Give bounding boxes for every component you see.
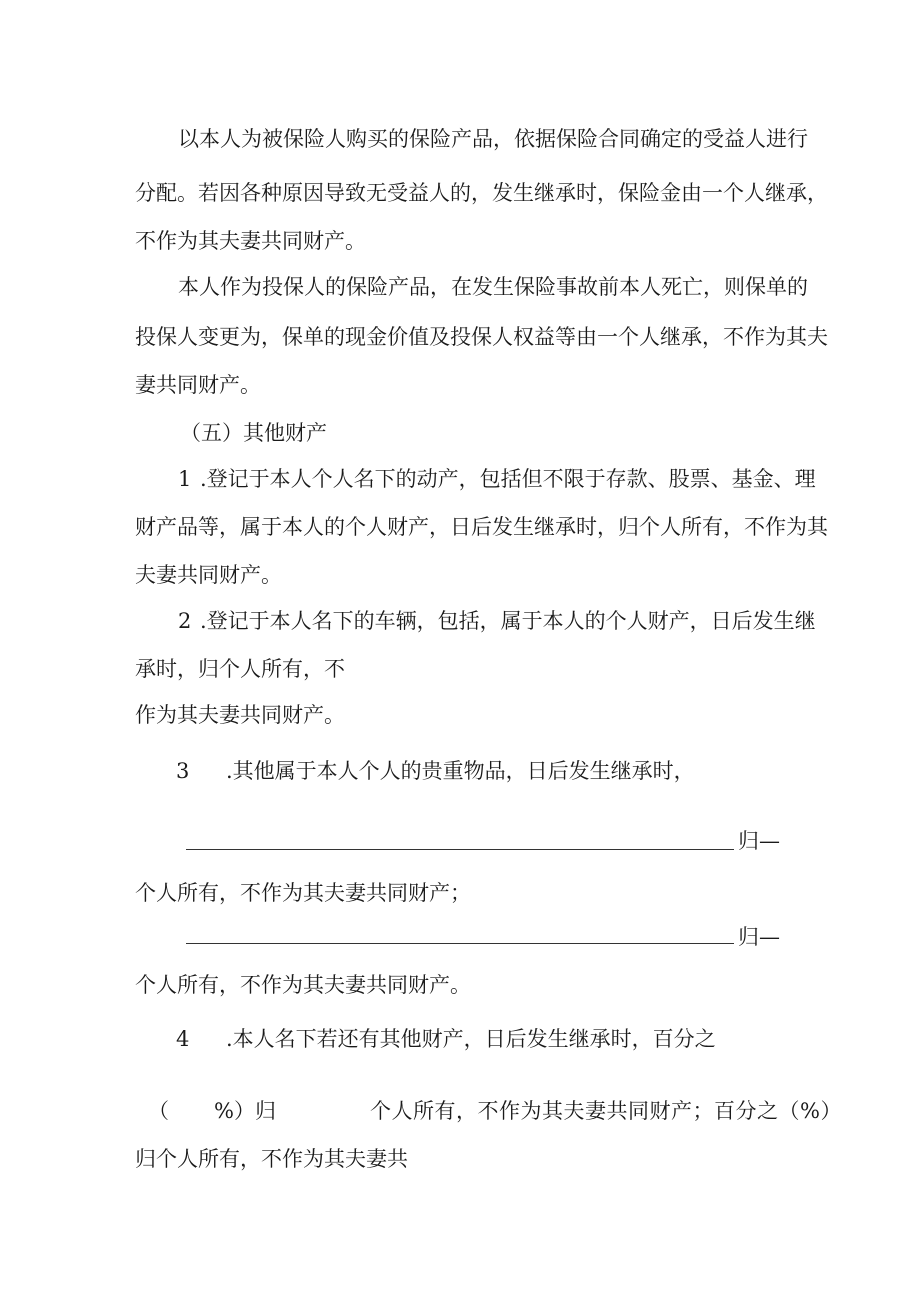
section-heading: （五）其他财产 — [180, 421, 327, 445]
item-2-line-1: .登记于本人名下的车辆，包括，属于本人的个人财产，日后发生继 — [200, 609, 816, 633]
item-3-blank-2 — [186, 943, 734, 944]
insurance-insured-line-2: 分配。若因各种原因导致无受益人的，发生继承时，保险金由一个人继承， — [135, 181, 828, 205]
item-2-line-3: 作为其夫妻共同财产。 — [135, 703, 345, 727]
insurance-policyholder-line-3: 妻共同财产。 — [135, 373, 261, 397]
insurance-insured-line-3: 不作为其夫妻共同财产。 — [135, 229, 366, 253]
insurance-policyholder-line-1: 本人作为投保人的保险产品，在发生保险事故前本人死亡，则保单的 — [178, 275, 808, 299]
item-3-blank-1-continuation: 个人所有，不作为其夫妻共同财产； — [135, 881, 471, 905]
item-1-line-1: .登记于本人个人名下的动产，包括但不限于存款、股票、基金、理 — [200, 467, 816, 491]
item-3-blank-2-continuation: 个人所有，不作为其夫妻共同财产。 — [135, 973, 471, 997]
insurance-insured-line-1: 以本人为被保险人购买的保险产品，依据保险合同确定的受益人进行 — [178, 127, 808, 151]
item-4-line-1: .本人名下若还有其他财产，日后发生继承时，百分之 — [226, 1027, 716, 1051]
item-3-blank-1-suffix: 归— — [738, 829, 780, 853]
item-1-number: 1 — [178, 467, 192, 491]
item-2-number: 2 — [178, 609, 192, 633]
item-4-paren-open: （ — [148, 1099, 169, 1123]
item-3-blank-1 — [186, 849, 734, 850]
item-4-line-3: 归个人所有，不作为其夫妻共 — [135, 1147, 408, 1171]
item-2-line-2: 承时，归个人所有，不 — [135, 657, 345, 681]
item-4-line-2-rest: 个人所有，不作为其夫妻共同财产；百分之（%） — [370, 1099, 842, 1123]
item-4-number: 4 — [176, 1027, 190, 1051]
item-3-line-1: .其他属于本人个人的贵重物品，日后发生继承时， — [226, 759, 695, 783]
item-4-percent-1: %）归 — [214, 1099, 276, 1123]
item-1-line-2: 财产品等，属于本人的个人财产，日后发生继承时，归个人所有，不作为其 — [135, 515, 828, 539]
insurance-policyholder-line-2: 投保人变更为，保单的现金价值及投保人权益等由一个人继承，不作为其夫 — [135, 325, 828, 349]
item-3-number: 3 — [176, 759, 190, 783]
item-1-line-3: 夫妻共同财产。 — [135, 563, 282, 587]
item-3-blank-2-suffix: 归— — [738, 925, 780, 949]
